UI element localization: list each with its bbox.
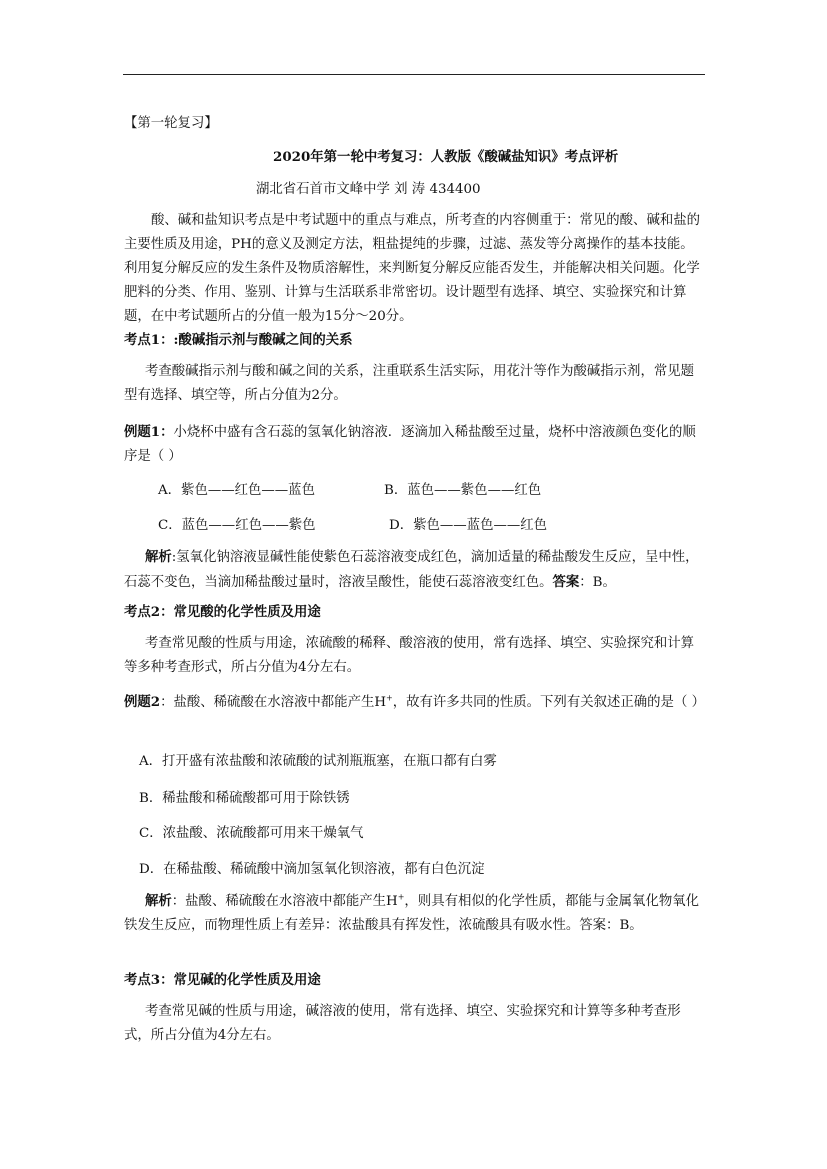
section-tag: 【第一轮复习】 [124, 116, 218, 131]
example1-label: 例题1： [124, 424, 174, 440]
example1-analysis-label: 解析 [145, 549, 172, 565]
example2-question [124, 690, 706, 715]
example2-analysis-superscript: + [397, 892, 405, 902]
example2-text-pre: ：盐酸、稀硫酸在水溶液中都能产生H [160, 695, 387, 710]
page-title: 2020年第一轮中考复习：人教版《酸碱盐知识》考点评析 [273, 149, 619, 165]
example1-text: 小烧杯中盛有含石蕊的氢氧化钠溶液．逐滴加入稀盐酸至过量，烧杯中溶液颜色变化的顺序是（ ） [124, 425, 696, 464]
example2-option-c: C．浓盐酸、浓硫酸都可用来干燥氧气 [139, 826, 364, 841]
kp2-heading: 考点2：常见酸的化学性质及用途 [124, 604, 321, 620]
example1-option-c: C．蓝色——红色——紫色 [158, 518, 316, 533]
kp1-heading: 考点1：:酸碱指示剂与酸碱之间的关系 [124, 332, 353, 348]
example1-answer-text: ：B。 [579, 575, 616, 590]
kp3-heading: 考点3：常见碱的化学性质及用途 [124, 972, 321, 988]
example1-option-a: A．紫色——红色——蓝色 [158, 483, 315, 498]
example2-superscript: + [386, 693, 393, 703]
example2-label: 例题2 [124, 694, 161, 710]
example1-analysis [124, 545, 706, 595]
example2-analysis-label: 解析 [145, 893, 172, 909]
author-line: 湖北省石首市文峰中学 刘 涛 434400 [256, 182, 481, 197]
example2-text-post: ，故有许多共同的性质。下列有关叙述正确的是（ ） [392, 695, 705, 710]
example1-analysis-text: :氢氧化钠溶液显碱性能使紫色石蕊溶液变成红色，滴加适量的稀盐酸发生反应，呈中性，石蕊不变色，当滴加稀盐酸过量时，溶液呈酸性，能使石蕊溶液变红色。 [124, 550, 699, 590]
example1-answer-label: 答案 [552, 574, 580, 590]
intro-paragraph: 酸、碱和盐知识考点是中考试题中的重点与难点，所考查的内容侧重于：常见的酸、碱和盐的主要性质及用途，PH的意义及测定方法，粗盐提纯的步骤，过滤、蒸发等分离操作的基本技能。利用复分解反应的发生条件及物质溶解性，来判断复分解反应能否发生，并能解决相关问题。化学肥料的分类、作用、鉴别、计算与生活联系非常密切。设计题型有选择、填空、实验探究和计算题，在中考试题所占的分值一般为15分～20分。 [124, 213, 701, 324]
example2-analysis-text-pre: ：盐酸、稀硫酸在水溶液中都能产生H [171, 894, 398, 909]
example2-analysis-text-post: ，则具有相似的化学性质，都能与金属氧化物氧化铁发生反应，而物理性质上有差异：浓盐酸具有挥发性，浓硫酸具有吸水性。答案：B。 [124, 894, 700, 933]
example2-option-d: D．在稀盐酸、稀硫酸中滴加氢氧化钡溶液，都有白色沉淀 [139, 862, 485, 877]
example1-option-b: B．蓝色——紫色——红色 [384, 483, 542, 498]
kp3-description: 考查常见碱的性质与用途，碱溶液的使用，常有选择、填空、实验探究和计算等多种考查形式，所占分值为4分左右。 [124, 1004, 681, 1043]
example1-question [124, 420, 706, 469]
kp1-description: 考查酸碱指示剂与酸和碱之间的关系，注重联系生活实际，用花汁等作为酸碱指示剂，常见题型有选择、填空等，所占分值为2分。 [124, 364, 695, 403]
example1-option-d: D．紫色——蓝色——红色 [389, 518, 548, 533]
example2-option-b: B．稀盐酸和稀硫酸都可用于除铁锈 [139, 791, 350, 806]
example2-analysis [124, 889, 706, 938]
example2-option-a: A．打开盛有浓盐酸和浓硫酸的试剂瓶瓶塞，在瓶口都有白雾 [139, 754, 497, 769]
kp2-description: 考查常见酸的性质与用途，浓硫酸的稀释、酸溶液的使用，常有选择、填空、实验探究和计算等多种考查形式，所占分值为4分左右。 [124, 636, 695, 675]
header-rule [123, 74, 705, 75]
